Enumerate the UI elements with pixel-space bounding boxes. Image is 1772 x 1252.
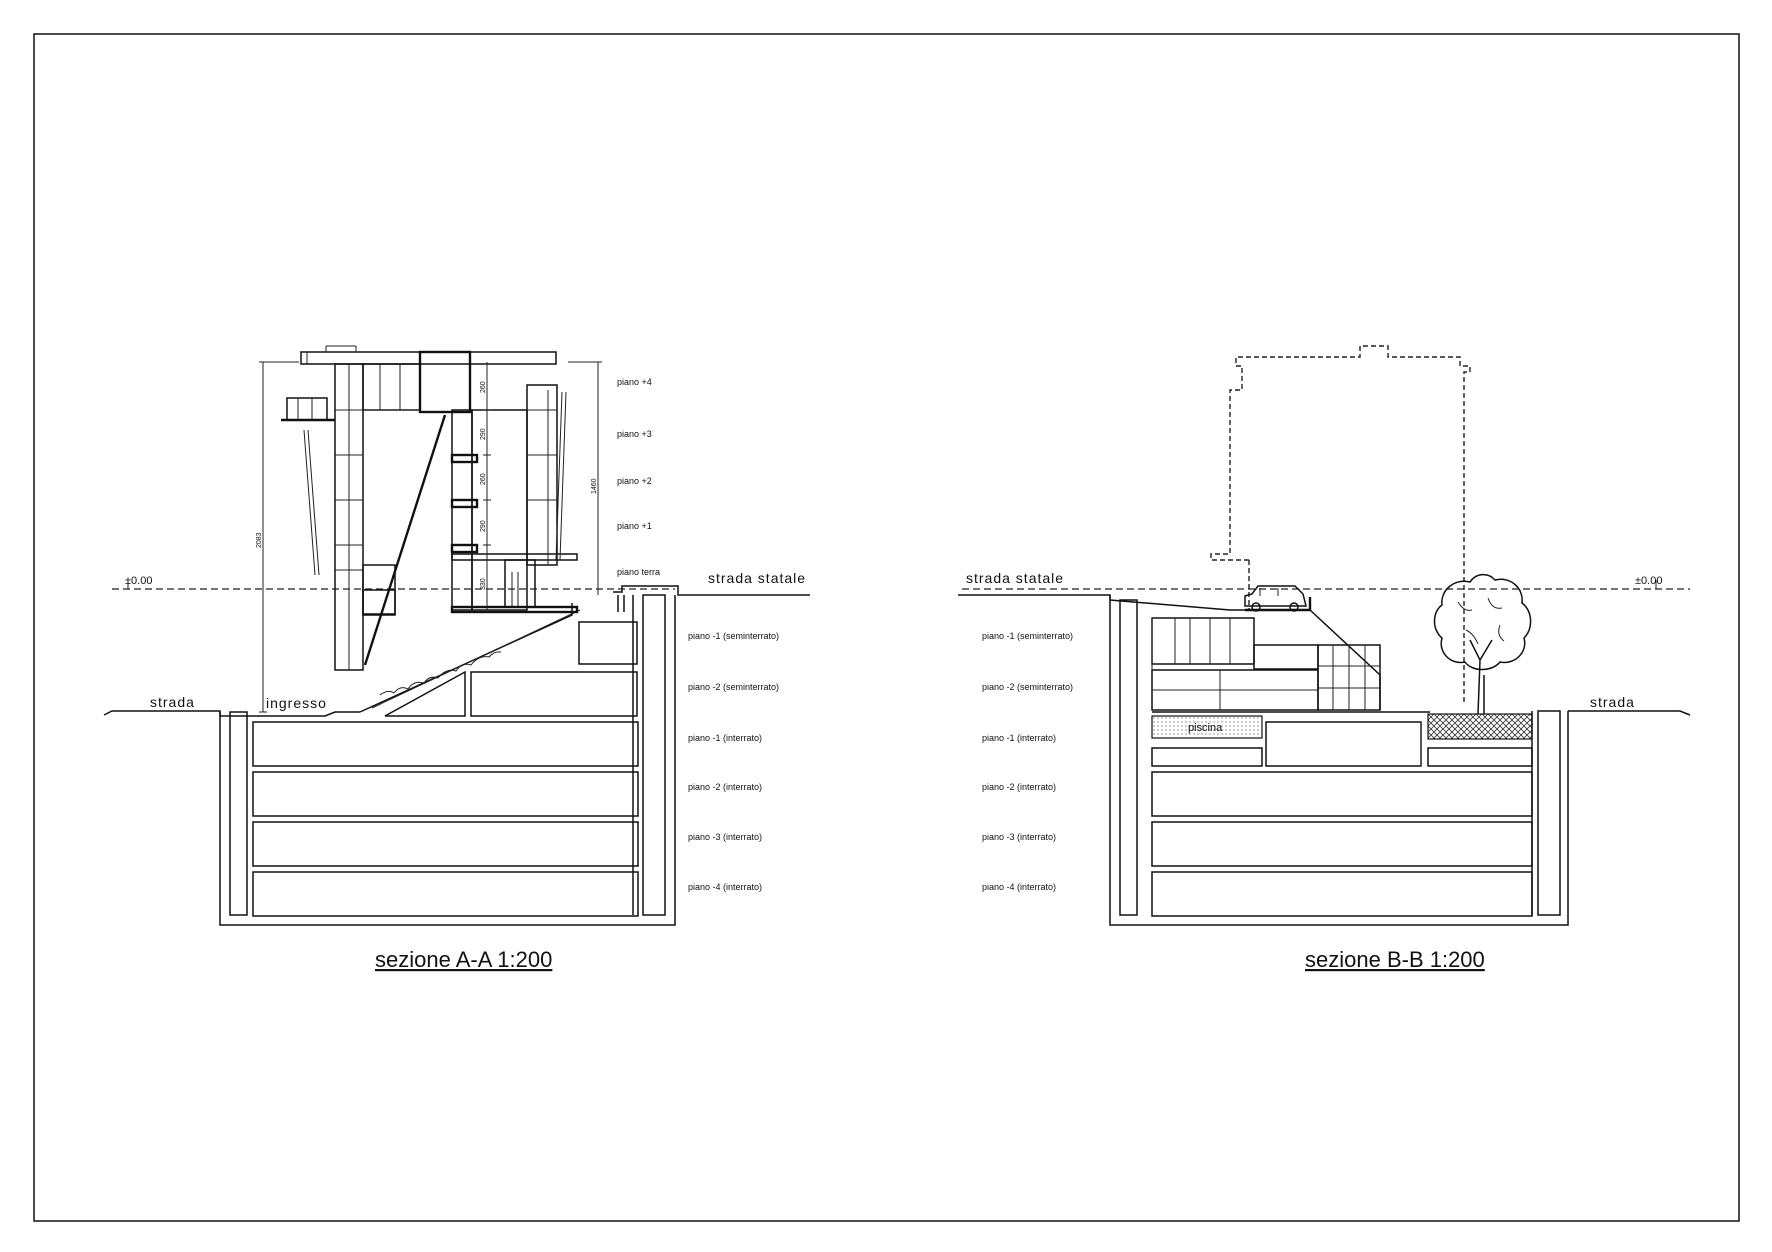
section-a-floor-label: piano -1 (seminterrato) <box>688 631 780 641</box>
dimension-label: 290 <box>480 428 487 440</box>
section-b-floor-label: piano -2 (seminterrato) <box>982 682 1074 692</box>
section-a-foundation-outline <box>220 595 675 925</box>
section-a-roof-slab <box>301 352 556 364</box>
section-b-level-label: ±0.00 <box>1635 575 1663 587</box>
section-a-level-minus1-interrato <box>253 722 638 766</box>
section-a-level-minus2-interrato <box>253 772 638 816</box>
tree-icon <box>1435 575 1531 714</box>
section-a-floor-label: piano -1 (interrato) <box>688 733 763 743</box>
section-a-floor-label: piano -4 (interrato) <box>688 882 763 892</box>
section-b-floor-label: piano -1 (interrato) <box>982 733 1057 743</box>
section-b-floor-label: piano -3 (interrato) <box>982 832 1057 842</box>
section-b-floor-label: piano -4 (interrato) <box>982 882 1057 892</box>
section-a-ground-canopy <box>452 554 577 560</box>
dimension-label: 330 <box>480 578 487 590</box>
section-a-floor-label: piano -2 (interrato) <box>688 782 763 792</box>
section-a-entrance-label: ingresso <box>266 695 327 711</box>
section-a-road-label: strada <box>150 694 195 710</box>
section-a-floor-label: piano -2 (seminterrato) <box>688 682 780 692</box>
section-b-pool-label: piscina <box>1188 722 1223 734</box>
section-a-road-state-label: strada statale <box>708 570 807 586</box>
section-a-floor-label: piano +2 <box>617 476 652 486</box>
section-b-level-minus2-interrato <box>1152 772 1532 816</box>
dimension-label: 1460 <box>591 478 598 494</box>
sheet-frame <box>34 34 1739 1221</box>
dimension-label: 260 <box>480 381 487 393</box>
section-a-floor-label: piano +1 <box>617 521 652 531</box>
section-a-title: sezione A-A 1:200 <box>375 947 553 972</box>
section-b-floor-label: piano -2 (interrato) <box>982 782 1057 792</box>
section-b-planter <box>1428 714 1532 739</box>
section-b-road-label: strada <box>1590 694 1635 710</box>
section-b-level-minus3-interrato <box>1152 822 1532 866</box>
dimension-label: 2083 <box>256 532 263 548</box>
section-b-level-minus4-interrato <box>1152 872 1532 916</box>
section-a-level-minus3-interrato <box>253 822 638 866</box>
section-b-road-state-label: strada statale <box>966 570 1065 586</box>
section-a <box>104 346 810 972</box>
section-a-floor-label: piano terra <box>617 567 661 577</box>
section-a-floor-label: piano +4 <box>617 377 652 387</box>
section-b-tower-outline <box>1211 346 1470 705</box>
section-b <box>958 346 1690 972</box>
dimension-label: 290 <box>480 520 487 532</box>
section-a-diagonal-brace <box>365 415 445 665</box>
section-a-dimension-lines <box>256 362 602 712</box>
dimension-label: 260 <box>480 473 487 485</box>
section-a-floor-label: piano -3 (interrato) <box>688 832 763 842</box>
section-a-floor-labels <box>617 377 779 892</box>
car-icon <box>1245 586 1306 611</box>
section-b-title: sezione B-B 1:200 <box>1305 947 1485 972</box>
section-b-floor-labels <box>982 631 1073 892</box>
section-a-level-minus4-interrato <box>253 872 638 916</box>
section-b-floor-label: piano -1 (seminterrato) <box>982 631 1074 641</box>
section-a-level-label: ±0.00 <box>125 575 153 587</box>
section-a-floor-label: piano +3 <box>617 429 652 439</box>
